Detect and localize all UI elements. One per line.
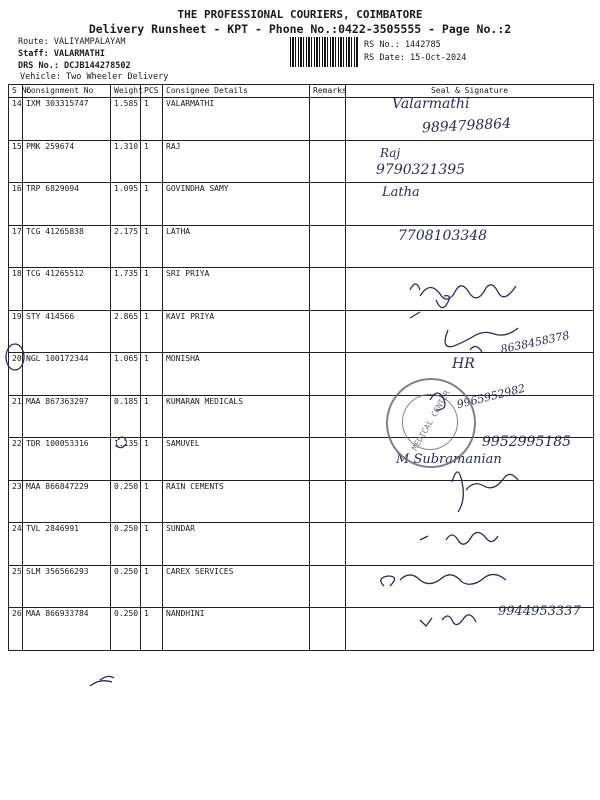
row-pcs: 1 (141, 480, 163, 523)
row-weight: 1.735 (111, 268, 141, 311)
handwritten-signature-15: Raj (380, 146, 401, 160)
row-consignee: MONISHA (163, 353, 310, 396)
row-consignment: MAA 866933784 (23, 608, 111, 651)
row-consignee: GOVINDHA SAMY (163, 183, 310, 226)
row-consignee: VALARMATHI (163, 98, 310, 141)
row-consignee: LATHA (163, 225, 310, 268)
row-consignment: TCG 41265512 (23, 268, 111, 311)
row-pcs: 1 (141, 183, 163, 226)
signature-26 (420, 615, 476, 626)
row-pcs: 1 (141, 608, 163, 651)
row-sno: 15 (9, 140, 23, 183)
handwritten-text-20: HR (452, 356, 475, 372)
row-sno: 14 (9, 98, 23, 141)
row-pcs: 1 (141, 140, 163, 183)
row-consignment: TRP 6829094 (23, 183, 111, 226)
row-sno: 25 (9, 565, 23, 608)
stray-mark (90, 676, 114, 686)
row-consignment: PMK 259674 (23, 140, 111, 183)
row-sno: 22 (9, 438, 23, 481)
handwritten-phone-19: 8638458378 (499, 328, 571, 357)
handwritten-phone-14: 9894798864 (421, 115, 512, 137)
signature-25 (381, 574, 506, 586)
signature-21 (430, 393, 445, 410)
row-sno: 21 (9, 395, 23, 438)
row-pcs: 1 (141, 395, 163, 438)
handwritten-signature-16: Latha (382, 185, 420, 200)
row-weight: 1.095 (111, 183, 141, 226)
row-sno: 24 (9, 523, 23, 566)
signature-20 (470, 346, 482, 352)
row-pcs: 1 (141, 310, 163, 353)
row-consignment: MAA 867363297 (23, 395, 111, 438)
col-pcs: PCS (141, 85, 163, 98)
col-consignee: Consignee Details (163, 85, 310, 98)
company-title: THE PROFESSIONAL COURIERS, COIMBATORE (177, 8, 423, 21)
row-pcs: 1 (141, 98, 163, 141)
row-pcs: 1 (141, 225, 163, 268)
row-sno: 18 (9, 268, 23, 311)
row-consignment: IXM 303315747 (23, 98, 111, 141)
signature-24 (420, 532, 498, 544)
row-pcs: 1 (141, 438, 163, 481)
row-consignee: RAIN CEMENTS (163, 480, 310, 523)
handwritten-phone-26: 9944953337 (498, 604, 581, 619)
row-weight: 0.250 (111, 480, 141, 523)
row-sno: 26 (9, 608, 23, 651)
route-label: Route: VALIYAMPALAYAM (18, 37, 126, 47)
row-consignment: MAA 866847229 (23, 480, 111, 523)
col-weight: Weight (111, 85, 141, 98)
handwritten-phone-21: 9965952982 (455, 381, 527, 412)
row-consignee: SAMUVEL (163, 438, 310, 481)
row-weight: 0.250 (111, 565, 141, 608)
row-consignee: SRI PRIYA (163, 268, 310, 311)
staff-label: Staff: VALARMATHI (18, 49, 105, 59)
row-consignment: STY 414566 (23, 310, 111, 353)
row-sno: 16 (9, 183, 23, 226)
row-consignee: CAREX SERVICES (163, 565, 310, 608)
handwritten-signature-14: Valarmathi (392, 96, 470, 112)
row-consignment: SLM 356566293 (23, 565, 111, 608)
handwritten-name-22: M Subramanian (396, 452, 502, 467)
vehicle-label: Vehicle: Two Wheeler Delivery (20, 72, 169, 82)
row-pcs: 1 (141, 353, 163, 396)
drs-label: DRS No.: DCJB144278502 (18, 61, 131, 71)
signature-23 (452, 472, 518, 512)
handwritten-phone-17: 7708103348 (398, 228, 488, 244)
row-sno: 17 (9, 225, 23, 268)
handwritten-phone-15: 9790321395 (376, 162, 466, 178)
row-weight: 0.185 (111, 395, 141, 438)
row-weight: 1.135 (111, 438, 141, 481)
row-consignee: KUMARAN MEDICALS (163, 395, 310, 438)
col-consignment: Consignment No (23, 85, 111, 98)
row-consignment: TCG 41265838 (23, 225, 111, 268)
row-weight: 2.865 (111, 310, 141, 353)
row-sno: 20 (9, 353, 23, 396)
signature-19 (410, 312, 518, 347)
row-consignee: RAJ (163, 140, 310, 183)
row-pcs: 1 (141, 565, 163, 608)
row-consignee: SUNDAR (163, 523, 310, 566)
row-weight: 1.310 (111, 140, 141, 183)
row-weight: 1.065 (111, 353, 141, 396)
row-consignment: TDR 100053316 (23, 438, 111, 481)
handwritten-phone-22: 9952995185 (482, 434, 572, 450)
runsheet-subtitle: Delivery Runsheet - KPT - Phone No.:0422-3505555 - Page No.:2 (88, 22, 512, 36)
row-weight: 0.250 (111, 608, 141, 651)
col-remarks: Remarks (310, 85, 346, 98)
rs-no: RS No.: 1442785 (364, 40, 441, 50)
row-weight: 0.250 (111, 523, 141, 566)
rs-date: RS Date: 15-Oct-2024 (364, 53, 467, 63)
row-pcs: 1 (141, 523, 163, 566)
row-consignee: NANDHINI (163, 608, 310, 651)
tick-mark-22 (116, 437, 126, 448)
seal-stamp-text: MEDICAL CENTER (410, 389, 452, 452)
row-consignment: NGL 100172344 (23, 353, 111, 396)
col-sno: S No (9, 85, 23, 98)
col-signature: Seal & Signature (346, 85, 594, 98)
row-consignee: KAVI PRIYA (163, 310, 310, 353)
signature-18 (410, 284, 516, 299)
row-consignment: TVL 2846991 (23, 523, 111, 566)
row-weight: 2.175 (111, 225, 141, 268)
row-sno: 19 (9, 310, 23, 353)
row-weight: 1.585 (111, 98, 141, 141)
row-sno: 23 (9, 480, 23, 523)
row-pcs: 1 (141, 268, 163, 311)
